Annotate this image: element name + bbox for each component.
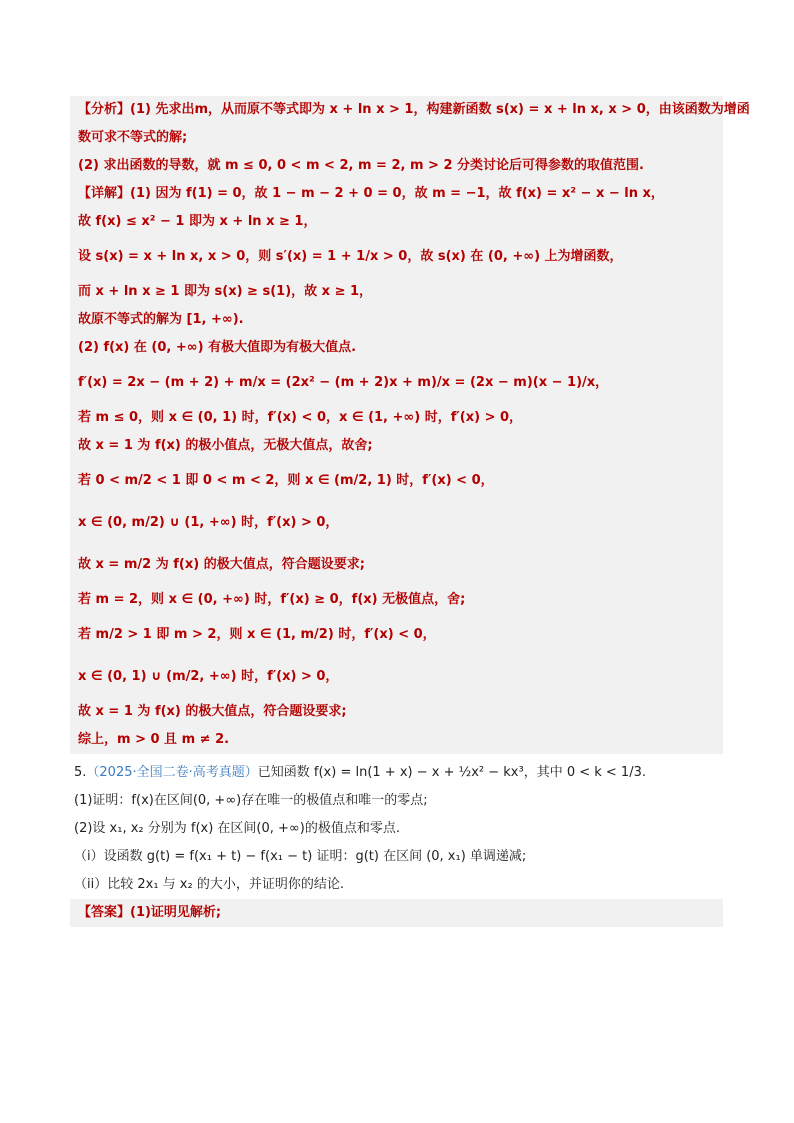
- detail-line-6: (2) f(x) 在 (0, +∞) 有极大值即为有极大值点.: [78, 340, 357, 355]
- analysis-line-3: (2) 求出函数的导数，就 m ≤ 0, 0 < m < 2, m = 2, m > 2 分类讨论后可得参数的取值范围.: [78, 158, 644, 173]
- case-m-le-0: 若 m ≤ 0，则 x ∈ (0, 1) 时，f′(x) < 0，x ∈ (1, +∞) 时，f′(x) > 0，: [78, 410, 523, 425]
- detail-line-5: 故原不等式的解为 [1, +∞).: [78, 312, 244, 327]
- case-0-m-2: 若 0 < m/2 < 1 即 0 < m < 2，则 x ∈ (m/2, 1) 时，f′(x) < 0，: [78, 473, 494, 488]
- case-m-gt-2-interval: x ∈ (0, 1) ∪ (m/2, +∞) 时，f′(x) > 0，: [78, 669, 339, 684]
- problem-stem: [70, 754, 723, 787]
- case-0-m-2-result: 故 x = m/2 为 f(x) 的极大值点，符合题设要求;: [78, 557, 365, 572]
- problem-part-2-i: （i）设函数 g(t) = f(x₁ + t) − f(x₁ − t) 证明：g(t) 在区间 (0, x₁) 单调递减;: [74, 849, 527, 864]
- solution-block: [70, 96, 750, 754]
- problem-number: 5.: [74, 765, 87, 780]
- problem-part-2-ii: （ii）比较 2x₁ 与 x₂ 的大小，并证明你的结论.: [74, 877, 344, 892]
- case-m-le-0-result: 故 x = 1 为 f(x) 的极小值点，无极大值点，故舍;: [78, 438, 373, 453]
- answer-block: [70, 899, 723, 927]
- document-page: [70, 96, 750, 927]
- problem-part-1: (1)证明：f(x)在区间(0, +∞)存在唯一的极值点和唯一的零点;: [74, 793, 428, 808]
- conclusion-line: 综上，m > 0 且 m ≠ 2.: [78, 732, 230, 747]
- detail-line-2: 故 f(x) ≤ x² − 1 即为 x + ln x ≥ 1，: [78, 214, 317, 229]
- detail-line-1: 【详解】(1) 因为 f(1) = 0，故 1 − m − 2 + 0 = 0，故 m = −1，故 f(x) = x² − x − ln x，: [78, 186, 664, 201]
- problem-part-2: (2)设 x₁, x₂ 分别为 f(x) 在区间(0, +∞)的极值点和零点.: [74, 821, 400, 836]
- problem-statement: 已知函数 f(x) = ln(1 + x) − x + ½x² − kx³，其中 0 < k < 1/3.: [257, 765, 646, 780]
- detail-line-4: 而 x + ln x ≥ 1 即为 s(x) ≥ s(1)，故 x ≥ 1，: [78, 284, 373, 299]
- analysis-line-1: 【分析】(1) 先求出m，从而原不等式即为 x + ln x > 1，构建新函数 s(x) = x + ln x, x > 0，由该函数为增函: [78, 102, 750, 117]
- detail-line-3: 设 s(x) = x + ln x, x > 0，则 s′(x) = 1 + 1/x > 0，故 s(x) 在 (0, +∞) 上为增函数，: [78, 249, 623, 264]
- case-m-gt-2-result: 故 x = 1 为 f(x) 的极大值点，符合题设要求;: [78, 704, 347, 719]
- answer-line: 【答案】(1)证明见解析;: [78, 905, 222, 920]
- case-m-gt-2: 若 m/2 > 1 即 m > 2，则 x ∈ (1, m/2) 时，f′(x) < 0，: [78, 627, 436, 642]
- derivative-line: f′(x) = 2x − (m + 2) + m/x = (2x² − (m + 2)x + m)/x = (2x − m)(x − 1)/x，: [78, 375, 609, 390]
- analysis-line-2: 数可求不等式的解;: [78, 130, 188, 145]
- case-0-m-2-interval: x ∈ (0, m/2) ∪ (1, +∞) 时，f′(x) > 0，: [78, 515, 339, 530]
- problem-source: （2025·全国二卷·高考真题）: [86, 765, 258, 780]
- case-m-eq-2: 若 m = 2，则 x ∈ (0, +∞) 时，f′(x) ≥ 0，f(x) 无极值点，舍;: [78, 592, 466, 607]
